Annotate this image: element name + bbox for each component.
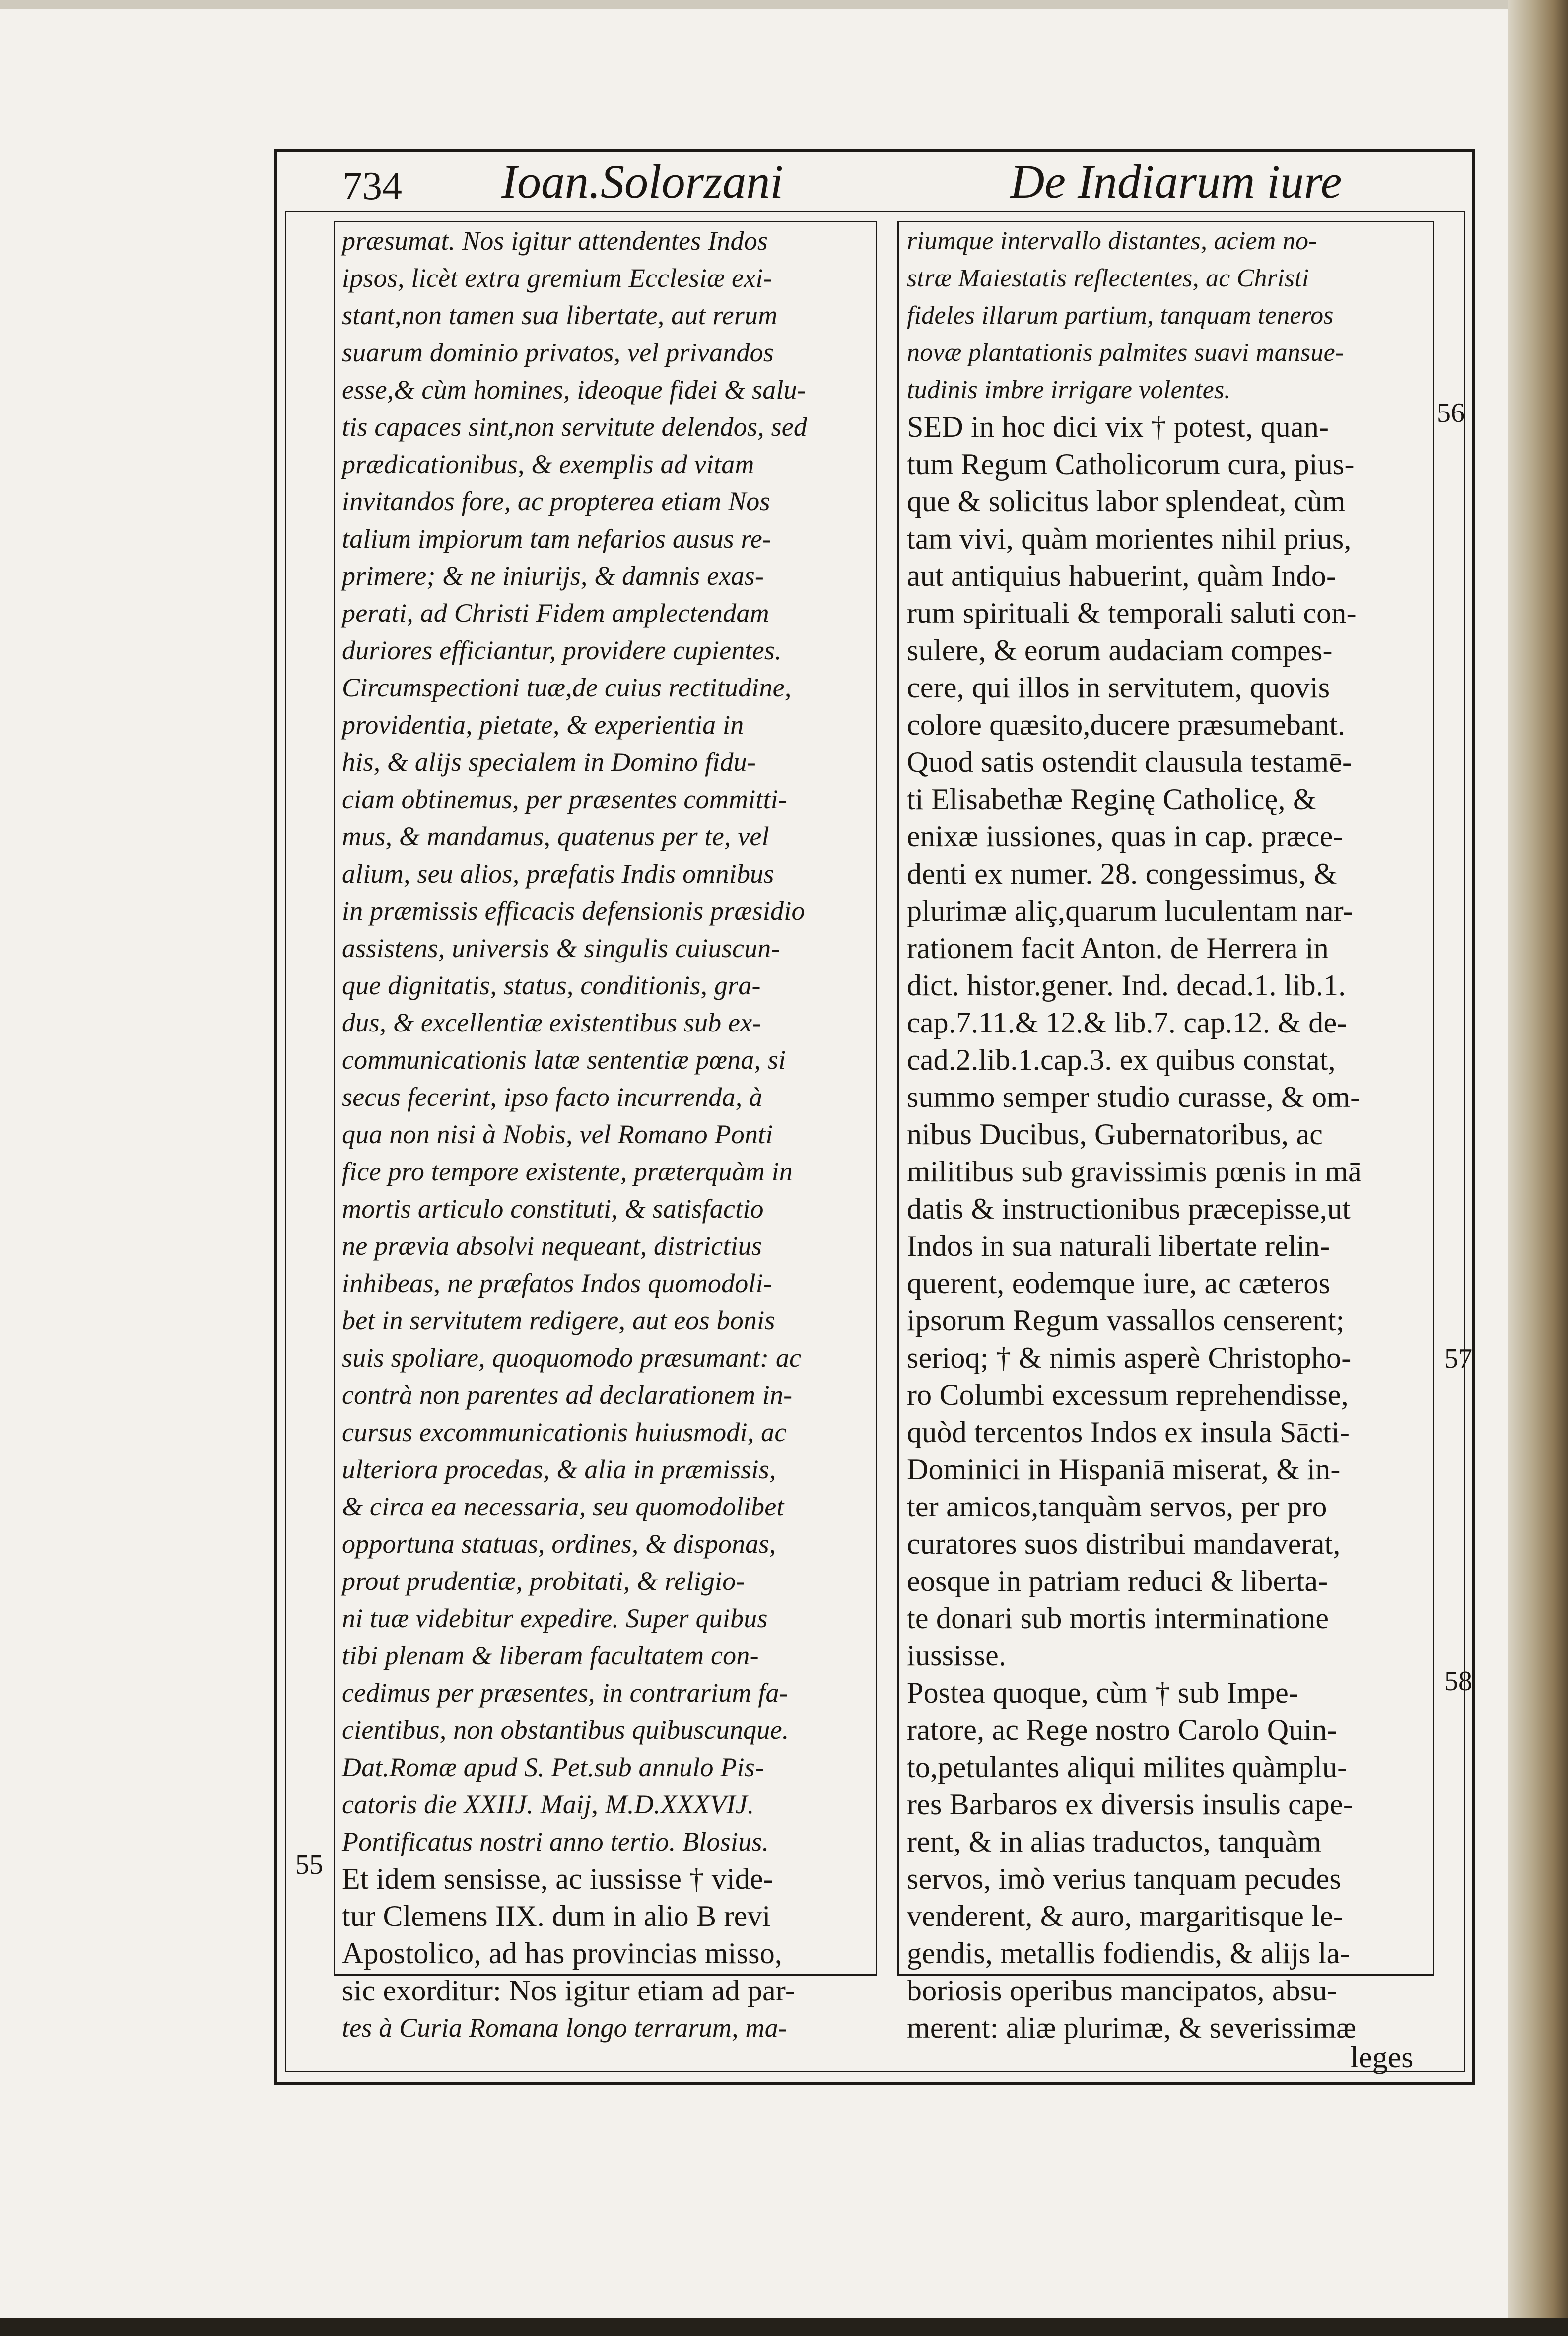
text-line: cad.2.lib.1.cap.3. ex quibus constat, [907, 1043, 1336, 1076]
text-line: Postea quoque, cùm † sub Impe- [907, 1676, 1299, 1709]
text-line: ciam obtinemus, per præsentes committi- [342, 784, 788, 814]
text-line: assistens, universis & singulis cuiuscun- [342, 933, 780, 963]
text-line: Pontificatus nostri anno tertio. Blosius. [342, 1827, 769, 1856]
text-line: tis capaces sint,non servitute delendos, sed [342, 412, 808, 442]
text-line: primere; & ne iniurijs, & damnis exas- [342, 561, 764, 591]
text-line: tes à Curia Romana longo terrarum, ma- [342, 2013, 788, 2043]
text-line: rent, & in alias traductos, tanquàm [907, 1825, 1322, 1858]
text-line: Apostolico, ad has provincias misso, [342, 1937, 783, 1970]
text-line: bet in servitutem redigere, aut eos bonis [342, 1305, 775, 1335]
text-line: ro Columbi excessum reprehendisse, [907, 1378, 1349, 1411]
text-line: querent, eodemque iure, ac cæteros [907, 1267, 1331, 1300]
text-line: ne prævia absolvi nequeant, districtius [342, 1231, 762, 1261]
text-line: servos, imò verius tanquam pecudes [907, 1862, 1341, 1895]
text-line: secus fecerint, ipso facto incurrenda, à [342, 1082, 763, 1112]
text-line: aut antiquius habuerint, quàm Indo- [907, 559, 1337, 592]
text-line: curatores suos distribui mandaverat, [907, 1527, 1341, 1560]
bottom-edge [0, 2318, 1568, 2336]
running-head-author: Ioan.Solorzani [501, 155, 784, 208]
text-line: & circa ea necessaria, seu quomodolibet [342, 1492, 784, 1521]
text-line: enixæ iussiones, quas in cap. præce- [907, 820, 1343, 853]
text-line: Indos in sua naturali libertate relin- [907, 1230, 1330, 1262]
text-line: ni tuæ videbitur expedire. Super quibus [342, 1603, 768, 1633]
text-line: ratore, ac Rege nostro Carolo Quin- [907, 1714, 1337, 1746]
top-edge [0, 0, 1568, 9]
text-line: gendis, metallis fodiendis, & alijs la- [907, 1937, 1350, 1970]
text-line: opportuna statuas, ordines, & disponas, [342, 1529, 776, 1559]
catchword: leges [1350, 2041, 1414, 2074]
text-line: cedimus per præsentes, in contrarium fa- [342, 1678, 788, 1708]
text-line: Circumspectioni tuæ,de cuius rectitudine, [342, 673, 792, 702]
text-line: prout prudentiæ, probitati, & religio- [342, 1566, 745, 1596]
text-line: mortis articulo constituti, & satisfactio [342, 1194, 764, 1224]
text-line: fideles illarum partium, tanquam teneros [907, 301, 1334, 330]
text-line: quòd tercentos Indos ex insula Sācti- [907, 1416, 1350, 1448]
page-number: 734 [342, 164, 402, 208]
text-line: catoris die XXIIJ. Maij, M.D.XXXVIJ. [342, 1789, 754, 1819]
text-line: dict. histor.gener. Ind. decad.1. lib.1. [907, 969, 1346, 1002]
text-line: his, & alijs specialem in Domino fidu- [342, 747, 756, 777]
text-line: talium impiorum tam nefarios ausus re- [342, 524, 772, 553]
text-line: cursus excommunicationis huiusmodi, ac [342, 1417, 787, 1447]
text-line: venderent, & auro, margaritisque le- [907, 1900, 1344, 1932]
text-line: tibi plenam & liberam facultatem con- [342, 1641, 759, 1670]
text-line: merent: aliæ plurimæ, & severissimæ [907, 2011, 1357, 2044]
text-line: res Barbaros ex diversis insulis cape- [907, 1788, 1354, 1821]
text-line: perati, ad Christi Fidem amplectendam [342, 598, 769, 628]
text-line: que dignitatis, status, conditionis, gra- [342, 970, 761, 1000]
text-line: tur Clemens IIX. dum in alio B revi [342, 1900, 771, 1932]
text-line: ipsos, licèt extra gremium Ecclesiæ exi- [342, 263, 772, 293]
margin-number-58: 58 [1444, 1666, 1472, 1697]
text-line: duriores efficiantur, providere cupientes. [342, 635, 782, 665]
text-line: denti ex numer. 28. congessimus, & [907, 857, 1337, 890]
text-line: alium, seu alios, præfatis Indis omnibus [342, 859, 774, 889]
text-line: SED in hoc dici vix † potest, quan- [907, 411, 1329, 443]
text-line: præsumat. Nos igitur attendentes Indos [342, 226, 768, 256]
text-line: te donari sub mortis interminatione [907, 1602, 1329, 1635]
margin-number-57: 57 [1444, 1343, 1472, 1374]
text-line: sulere, & eorum audaciam compes- [907, 634, 1333, 667]
text-line: novæ plantationis palmites suavi mansue- [907, 339, 1344, 367]
text-line: contrà non parentes ad declarationem in- [342, 1380, 793, 1410]
text-line: cere, qui illos in servitutem, quovis [907, 671, 1330, 704]
text-line: fice pro tempore existente, præterquàm in [342, 1157, 793, 1186]
text-line: to,petulantes aliqui milites quàmplu- [907, 1751, 1348, 1784]
text-line: ipsorum Regum vassallos censerent; [907, 1304, 1345, 1337]
text-line: qua non nisi à Nobis, vel Romano Ponti [342, 1119, 773, 1149]
text-line: rationem facit Anton. de Herrera in [907, 932, 1329, 964]
margin-number-55: 55 [295, 1850, 323, 1880]
text-line: iussisse. [907, 1639, 1007, 1672]
text-line: ti Elisabethæ Reginę Catholicę, & [907, 783, 1316, 816]
text-line: serioq; † & nimis asperè Christopho- [907, 1341, 1352, 1374]
text-line: invitandos fore, ac propterea etiam Nos [342, 486, 770, 516]
text-line: rum spirituali & temporali saluti con- [907, 597, 1357, 629]
running-head-title: De Indiarum iure [1010, 155, 1342, 208]
text-line: esse,& cùm homines, ideoque fidei & salu- [342, 375, 807, 405]
text-line: militibus sub gravissimis pœnis in mā [907, 1155, 1362, 1188]
text-line: prædicationibus, & exemplis ad vitam [342, 449, 754, 479]
text-line: cientibus, non obstantibus quibuscunque. [342, 1715, 789, 1745]
text-line: cap.7.11.& 12.& lib.7. cap.12. & de- [907, 1006, 1347, 1039]
text-line: summo semper studio curasse, & om- [907, 1081, 1361, 1113]
margin-number-56: 56 [1437, 398, 1465, 428]
text-line: sic exorditur: Nos igitur etiam ad par- [342, 1974, 796, 2007]
text-line: Dat.Romæ apud S. Pet.sub annulo Pis- [342, 1752, 764, 1782]
text-line: inhibeas, ne præfatos Indos quomodoli- [342, 1268, 773, 1298]
text-line: datis & instructionibus præcepisse,ut [907, 1192, 1351, 1225]
text-line: que & solicitus labor splendeat, cùm [907, 485, 1346, 518]
text-line: Et idem sensisse, ac iussisse † vide- [342, 1862, 773, 1895]
right-column [897, 221, 1434, 2044]
text-line: boriosis operibus mancipatos, absu- [907, 1974, 1337, 2007]
text-line: ulteriora procedas, & alia in præmissis, [342, 1454, 776, 1484]
text-line: dus, & excellentiæ existentibus sub ex- [342, 1008, 761, 1037]
text-line: Quod satis ostendit clausula testamē- [907, 746, 1353, 778]
text-line: stræ Maiestatis reflectentes, ac Christi [907, 264, 1309, 292]
text-line: plurimæ aliç,quarum luculentam nar- [907, 894, 1353, 927]
page-gutter [1508, 0, 1568, 2336]
text-line: nibus Ducibus, Gubernatoribus, ac [907, 1118, 1323, 1151]
text-line: riumque intervallo distantes, aciem no- [907, 227, 1317, 255]
text-line: colore quæsito,ducere præsumebant. [907, 708, 1346, 741]
text-line: Dominici in Hispaniā miserat, & in- [907, 1453, 1341, 1486]
text-line: suis spoliare, quoquomodo præsumant: ac [342, 1343, 802, 1373]
text-line: in præmissis efficacis defensionis præsidio [342, 896, 805, 926]
text-line: tudinis imbre irrigare volentes. [907, 376, 1231, 404]
left-column [334, 221, 877, 2043]
text-line: mus, & mandamus, quatenus per te, vel [342, 822, 769, 851]
text-line: eosque in patriam reduci & liberta- [907, 1565, 1328, 1597]
text-line: tum Regum Catholicorum cura, pius- [907, 448, 1355, 481]
text-line: communicationis latæ sententiæ pœna, si [342, 1045, 786, 1075]
text-line: providentia, pietate, & experientia in [342, 710, 744, 740]
text-line: stant,non tamen sua libertate, aut rerum [342, 300, 778, 330]
text-line: tam vivi, quàm morientes nihil prius, [907, 522, 1352, 555]
text-line: ter amicos,tanquàm servos, per pro [907, 1490, 1327, 1523]
text-line: suarum dominio privatos, vel privandos [342, 338, 774, 367]
